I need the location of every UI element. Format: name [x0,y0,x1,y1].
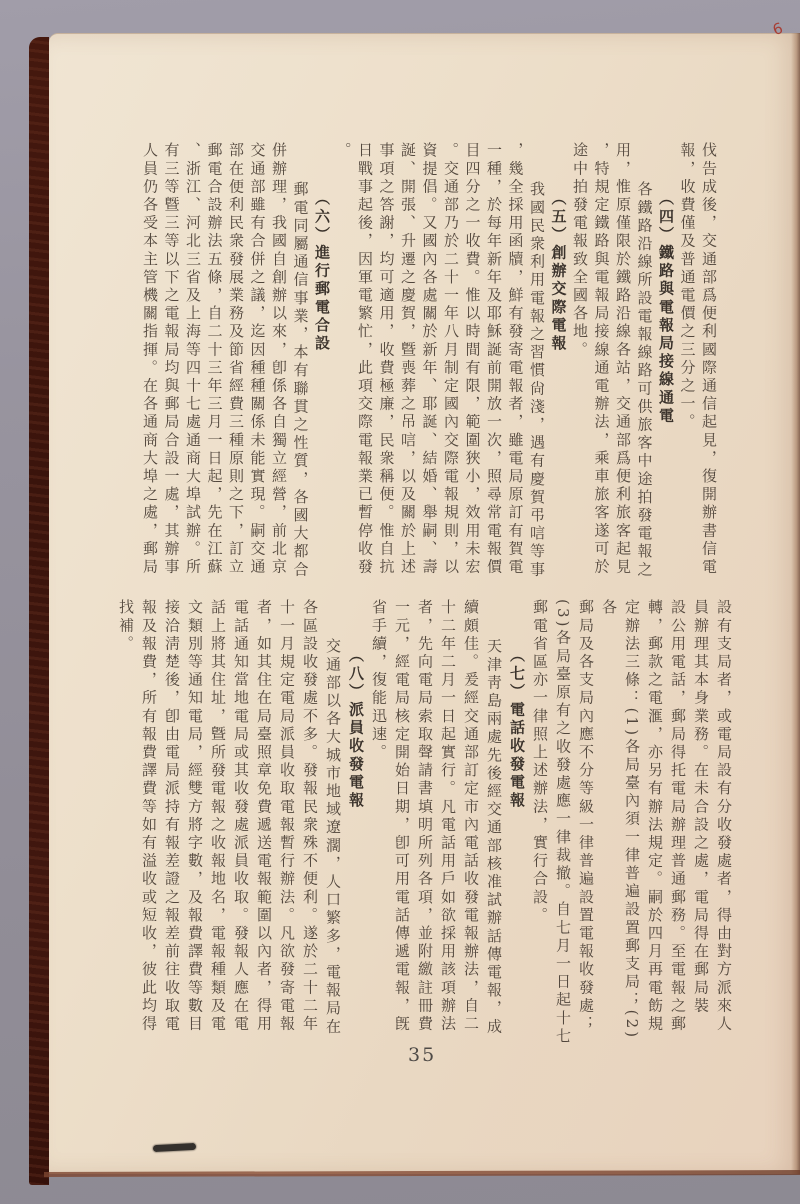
page-right-shadow [791,33,800,1174]
text-column: 一種，於每年新年及耶穌誕前開放一次，照尋常電報價 [485,142,503,577]
book-cover-edge [29,37,49,1185]
text-column: 電話通知當地電局或其收發處派員收取。發報人應在電 [232,599,250,1034]
text-column: 話上將其住址，曁所發電報之收報地名，電報種類及電 [209,599,227,1034]
text-column: 轉，郵款之電滙，亦另有辦法規定。嗣於四月再電飭規 [646,599,664,1034]
text-column: 設公用電話，郵局得托電局辦理普通郵務。至電報之郵 [669,599,687,1034]
text-column: 人員仍各受本主管機關指揮。在各通商大埠之處，郵局 [141,142,159,577]
text-column: 資提倡。又國內各處關於新年、耶誕、結婚、舉嗣、壽 [420,142,439,577]
text-column: 找補。 [117,599,135,654]
text-column: 省手續，復能迅速。 [370,599,388,762]
text-column: 誕、開張、升遷之慶賀，曁喪葬之吊唁，以及關於上述 [399,142,417,577]
text-column: 文類別等通知電局，經雙方將字數，及報費譯費等數目 [186,599,204,1034]
text-column: 交通部雖有合併之議，迄因種種關係未能實現。嗣交通 [248,142,267,577]
section-heading-column: （五）創辦交際電報 [549,190,568,353]
text-column: 、浙江、河北三省及上海等四十七處通商大埠試辦。所 [184,142,202,577]
text-column: 。 [334,142,353,161]
text-column: 部在便利民衆發展業務及節省經費三種原則之下，訂立 [227,142,245,577]
text-column: 事項之答謝，均可適用，收費極廉，民衆稱便。惟自抗 [377,142,396,577]
text-column: 伐告成後，交通部爲便利國際通信起見，復開辦書信電 [700,142,718,577]
section-heading-column: （六）進行郵電合設 [313,190,331,353]
text-column: 。交通部乃於二十一年八月制定國內交際電報規則，以 [442,142,460,577]
text-column: 一元，經電局核定開始日期，卽可用電話傳遞電報，旣 [393,599,411,1034]
text-column: 用，惟原僅限於鐵路沿線各站，交通部爲便利旅客起見 [614,142,632,577]
text-column: (3)各局臺原有之收發處應一律裁撤。自七月一日起十七 [554,599,572,1046]
upper-text-block [137,142,719,594]
text-column: ，幾全採用函牘，鮮有發寄電報者，雖電局原訂有賀電 [506,142,525,577]
red-pencil-mark: 6 [770,18,786,40]
text-column: 我國民衆利用電報之習慣尙淺，遇有慶賀弔唁等事 [528,181,546,580]
text-column: ，特規定鐵路與電報局接線通電辦法，乘車旅客遂可於 [592,142,611,577]
text-column: 日戰事起後，因軍電繁忙，此項交際電報業已暫停收發 [356,142,374,577]
section-heading-column: （四）鐵路與電報局接線通電 [657,190,675,426]
text-column: 各鐵路沿線所設電報線路可供旅客中途拍發電報之 [635,181,654,580]
text-column: 報及報費，所有報費譯費等如有溢收或短收，彼此均得 [140,599,158,1034]
text-column: 十二年二月一日起實行。凡電話用戶如欲採用該項辦法 [439,599,457,1034]
page-bottom-edge [44,1170,800,1177]
text-column: 交通部以各大城市地域遼濶，人口繁多，電報局在 [324,638,342,1037]
text-column: 者，如其住在局臺照章免費遞送電報範圍以內者，得用 [255,599,273,1034]
text-column: 定辦法三條：(1)各局臺內須一律普遍設置郵支局；(2)各 [600,599,641,1041]
text-column: 郵電省區亦一律照上述辦法，實行合設。 [531,599,549,925]
text-column: 者，先向電局索取聲請書填明所列各項，並附繳註冊費 [416,599,434,1034]
section-heading-column: （八）派員收發電報 [347,647,365,810]
text-column: 郵局及各支局內應不分等級一律普遍設置電報收發處； [577,599,595,1034]
text-column: 併辦理，我國自創辦以來，卽係各自獨立經營，前北京 [270,142,288,577]
text-column: 接洽淸楚後，卽由電局派持有報差證之報差前往收取電 [163,599,181,1034]
text-column: 郵電同屬通信事業，本有聯貫之性質，各國大都合 [291,181,310,580]
text-column: 十一月規定電局派員收取電報暫行辦法。凡欲發寄電報 [278,599,296,1034]
page-number: 35 [408,1044,437,1066]
section-heading-column: （七）電話收發電報 [508,647,526,810]
text-column: 目四分之一收費。惟以時間有限，範圍狹小，效用未宏 [463,142,482,577]
text-column: 報，收費僅及普通電價之三分之一。 [678,142,697,432]
text-column: 郵電合設辦法五條，自二十三年三月一日起，先在江蘇 [205,142,224,577]
text-column: 有三等曁三等以下之電報局均與郵局合設一處，其辦事 [162,142,181,577]
lower-text-block [117,599,735,1049]
text-column: 員辦理其本身業務。在未合設之處，電局得在郵局裝 [692,599,710,1016]
text-column: 天津靑島兩處先後經交通部核准試辦話傳電報，成 [485,638,503,1037]
text-column: 途中拍發電報致全國各地。 [571,142,589,360]
text-column: 各區設收發處不多。發報民衆殊不便利。遂於二十二年 [301,599,319,1034]
text-column: 設有支局者，或電局設有分收發處者，得由對方派來人 [715,599,733,1034]
text-column: 續頗佳。爰經交通部訂定市內電話收發電報辦法，自二 [462,599,480,1034]
